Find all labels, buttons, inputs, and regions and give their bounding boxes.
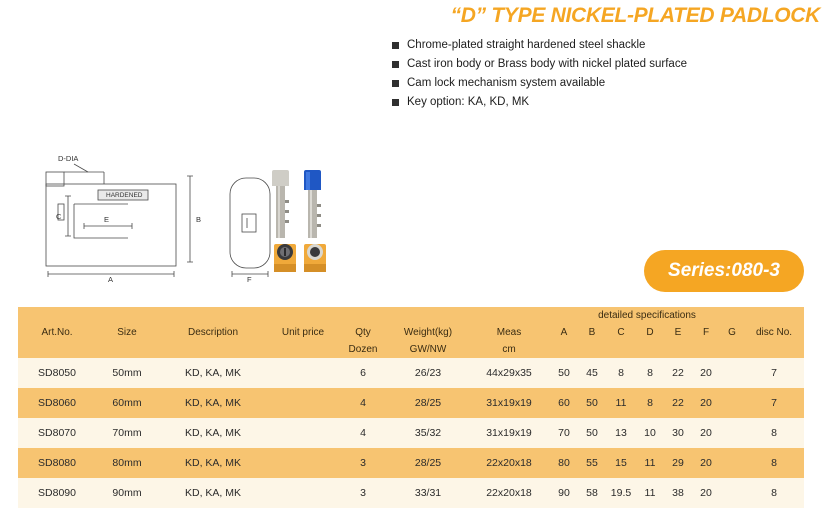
specifications-table (18, 307, 804, 508)
column-subheader-qty: Dozen (348, 344, 378, 355)
drawing-label-a: A (108, 275, 114, 283)
drawing-label-f: F (247, 275, 252, 283)
cell-b: 45 (586, 367, 598, 379)
cell-weight: 28/25 (414, 457, 442, 469)
cell-f: 20 (700, 397, 712, 409)
cell-d: 11 (644, 457, 656, 469)
feature-text: Key option: KA, KD, MK (407, 96, 530, 108)
cell-unit-price (268, 478, 338, 508)
detailed-specifications-group-label: detailed specifications (598, 310, 696, 321)
square-bullet-icon (392, 61, 399, 68)
table-row (18, 478, 804, 508)
cell-g (720, 388, 744, 418)
column-header-qty: Qty (355, 327, 371, 338)
column-header-unit-price: Unit price (281, 327, 325, 338)
list-item (392, 76, 812, 91)
cell-unit-price (268, 358, 338, 388)
table-row (18, 448, 804, 478)
cell-unit-price (268, 448, 338, 478)
column-header-f: F (702, 327, 710, 338)
table-subheader-row (18, 341, 804, 358)
cell-g (720, 418, 744, 448)
cell-disc-no: 8 (771, 427, 777, 439)
cell-e: 29 (672, 457, 684, 469)
cell-c: 11 (615, 397, 627, 409)
cell-e: 38 (672, 487, 684, 499)
cell-f: 20 (700, 427, 712, 439)
cell-art-no: SD8080 (38, 457, 76, 469)
cell-a: 80 (558, 457, 570, 469)
cell-g (720, 358, 744, 388)
cell-e: 30 (672, 427, 684, 439)
cell-meas: 31x19x19 (486, 427, 532, 439)
feature-text: Chrome-plated straight hardened steel shackle (407, 39, 646, 51)
list-item (392, 95, 812, 110)
table-row (18, 358, 804, 388)
drawing-label-hardened: HARDENED (106, 192, 143, 199)
cell-c: 13 (615, 427, 627, 439)
cell-disc-no: 8 (771, 487, 777, 499)
column-subheader-weight: GW/NW (409, 344, 447, 355)
column-header-meas: Meas (496, 327, 522, 338)
feature-text: Cast iron body or Brass body with nickel plated surface (407, 58, 687, 70)
cell-c: 8 (618, 367, 624, 379)
table-header-group-row (18, 307, 804, 324)
cell-c: 19.5 (610, 487, 632, 499)
cell-qty: 6 (360, 367, 366, 379)
column-header-d: D (646, 327, 654, 338)
cell-meas: 22x20x18 (486, 487, 532, 499)
cell-size: 50mm (112, 367, 142, 379)
cell-unit-price (268, 418, 338, 448)
product-photos (268, 160, 358, 275)
drawing-label-e: E (104, 215, 110, 224)
cell-b: 58 (586, 487, 598, 499)
cell-art-no: SD8090 (38, 487, 76, 499)
cell-d: 8 (647, 367, 653, 379)
cell-f: 20 (700, 487, 712, 499)
cell-art-no: SD8050 (38, 367, 76, 379)
cell-meas: 44x29x35 (486, 367, 532, 379)
silver-key-icon (272, 170, 289, 238)
cell-d: 11 (644, 487, 656, 499)
cell-d: 8 (647, 397, 653, 409)
list-item (392, 57, 812, 72)
table-header-row (18, 324, 804, 341)
cell-description: KD, KA, MK (184, 487, 241, 499)
cell-disc-no: 8 (771, 457, 777, 469)
cell-size: 70mm (112, 427, 142, 439)
column-header-disc-no: disc No. (755, 327, 793, 338)
cell-weight: 28/25 (414, 397, 442, 409)
feature-list (392, 38, 812, 114)
cell-description: KD, KA, MK (184, 397, 241, 409)
cell-b: 50 (586, 397, 598, 409)
drawing-label-d-dia: D-DIA (58, 154, 79, 163)
cell-a: 70 (558, 427, 570, 439)
page-title: “D” TYPE NICKEL-PLATED PADLOCK (450, 4, 820, 27)
cell-a: 50 (558, 367, 570, 379)
feature-text: Cam lock mechanism system available (407, 77, 606, 89)
column-header-description: Description (187, 327, 239, 338)
cell-description: KD, KA, MK (184, 367, 241, 379)
cell-size: 60mm (112, 397, 142, 409)
square-bullet-icon (392, 42, 399, 49)
cell-f: 20 (700, 457, 712, 469)
cell-qty: 3 (360, 457, 366, 469)
cylinder-front-icon (274, 244, 296, 272)
list-item (392, 38, 812, 53)
column-header-a: A (560, 327, 568, 338)
cell-f: 20 (700, 367, 712, 379)
cell-art-no: SD8060 (38, 397, 76, 409)
cell-e: 22 (672, 397, 684, 409)
drawing-label-c: C (56, 212, 62, 221)
column-subheader-meas: cm (502, 344, 516, 355)
column-header-b: B (588, 327, 596, 338)
cell-unit-price (268, 388, 338, 418)
square-bullet-icon (392, 80, 399, 87)
cell-meas: 22x20x18 (486, 457, 532, 469)
column-header-size: Size (117, 327, 137, 338)
column-header-g: G (728, 327, 736, 338)
cylinder-side-icon (304, 244, 326, 272)
cell-qty: 3 (360, 487, 366, 499)
cell-description: KD, KA, MK (184, 457, 241, 469)
cell-description: KD, KA, MK (184, 427, 241, 439)
column-header-weight: Weight(kg) (403, 327, 453, 338)
keys-and-cylinders-photo (268, 160, 358, 275)
cell-a: 60 (558, 397, 570, 409)
cell-qty: 4 (360, 397, 366, 409)
table-row (18, 388, 804, 418)
column-header-art-no: Art.No. (41, 327, 73, 338)
cell-b: 55 (586, 457, 598, 469)
cell-a: 90 (558, 487, 570, 499)
column-header-e: E (674, 327, 682, 338)
cell-disc-no: 7 (771, 397, 777, 409)
cell-weight: 26/23 (414, 367, 442, 379)
cell-disc-no: 7 (771, 367, 777, 379)
cell-c: 15 (615, 457, 627, 469)
cell-art-no: SD8070 (38, 427, 76, 439)
cell-e: 22 (672, 367, 684, 379)
column-header-c: C (617, 327, 625, 338)
cell-g (720, 448, 744, 478)
cell-meas: 31x19x19 (486, 397, 532, 409)
cell-d: 10 (644, 427, 656, 439)
cell-size: 80mm (112, 457, 142, 469)
cell-g (720, 478, 744, 508)
drawing-label-b: B (196, 215, 202, 224)
blue-key-icon (304, 170, 321, 238)
table-row (18, 418, 804, 448)
cell-weight: 33/31 (414, 487, 442, 499)
cell-qty: 4 (360, 427, 366, 439)
status-badge: Series:080-3 (644, 250, 804, 292)
cell-b: 50 (586, 427, 598, 439)
square-bullet-icon (392, 99, 399, 106)
cell-weight: 35/32 (414, 427, 442, 439)
cell-size: 90mm (112, 487, 142, 499)
